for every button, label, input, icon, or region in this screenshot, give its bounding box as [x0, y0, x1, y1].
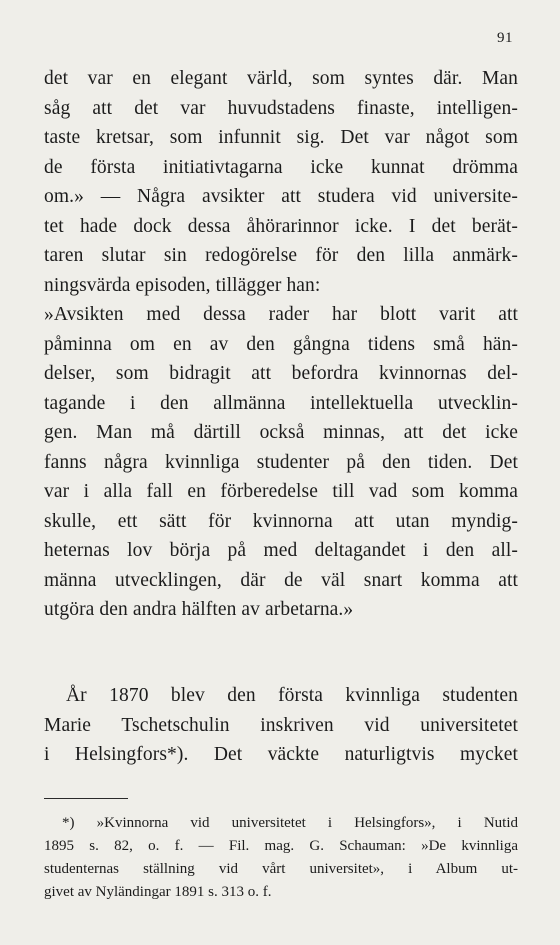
- footnote: [44, 812, 518, 904]
- text-line: det var en elegant värld, som syntes där. Man: [44, 68, 518, 89]
- text-line: heternas lov börja på med deltagandet i den all-: [44, 540, 518, 561]
- footnote-line: studenternas ställning vid vårt universitet», i Album ut-: [44, 861, 518, 877]
- text-line: tet hade dock dessa åhörarinnor icke. I det berät-: [44, 215, 518, 237]
- footnote-line: givet av Nyländingar 1891 s. 313 o. f.: [44, 884, 272, 900]
- text-line: skulle, ett sätt för kvinnorna att utan myndig-: [44, 510, 518, 532]
- text-line: var i alla fall en förberedelse till vad som komma: [44, 481, 518, 502]
- text-line: taste kretsar, som infunnit sig. Det var något som: [44, 127, 518, 148]
- text-line: om.» — Några avsikter att studera vid universite-: [44, 186, 518, 207]
- text-line: såg att det var huvudstadens finaste, intelligen-: [44, 97, 518, 119]
- text-line: fanns några kvinnliga studenter på den tiden. Det: [44, 451, 518, 473]
- text-line: männa utvecklingen, där de väl snart komma att: [44, 569, 518, 591]
- page-number: 91: [497, 30, 513, 46]
- text-line: påminna om en av den gångna tidens små hän-: [44, 333, 518, 355]
- text-line: ningsvärda episoden, tillägger han:: [44, 274, 321, 296]
- text-line: gen. Man må därtill också minnas, att det icke: [44, 422, 518, 443]
- text-line: utgöra den andra hälften av arbetarna.»: [44, 599, 354, 620]
- paragraph-1: [44, 64, 518, 625]
- footnote-line: *) »Kvinnorna vid universitetet i Helsingfors», i Nutid: [62, 815, 518, 831]
- text-line: tagande i den allmänna intellektuella utvecklin-: [44, 392, 518, 414]
- text-line: i Helsingfors*). Det väckte naturligtvis mycket: [44, 744, 518, 765]
- text-line: delser, som bidragit att befordra kvinnornas del-: [44, 363, 518, 384]
- footnote-divider: [44, 798, 128, 799]
- footnote-line: 1895 s. 82, o. f. — Fil. mag. G. Schauman: »De kvinnliga: [44, 838, 518, 854]
- text-line: Marie Tschetschulin inskriven vid universitetet: [44, 714, 518, 736]
- text-line: de första initiativtagarna icke kunnat drömma: [44, 156, 518, 178]
- text-line: År 1870 blev den första kvinnliga studenten: [66, 685, 518, 706]
- text-line: taren slutar sin redogörelse för den lilla anmärk-: [44, 245, 518, 266]
- text-line: »Avsikten med dessa rader har blott varit att: [44, 304, 518, 325]
- paragraph-2: [44, 681, 518, 770]
